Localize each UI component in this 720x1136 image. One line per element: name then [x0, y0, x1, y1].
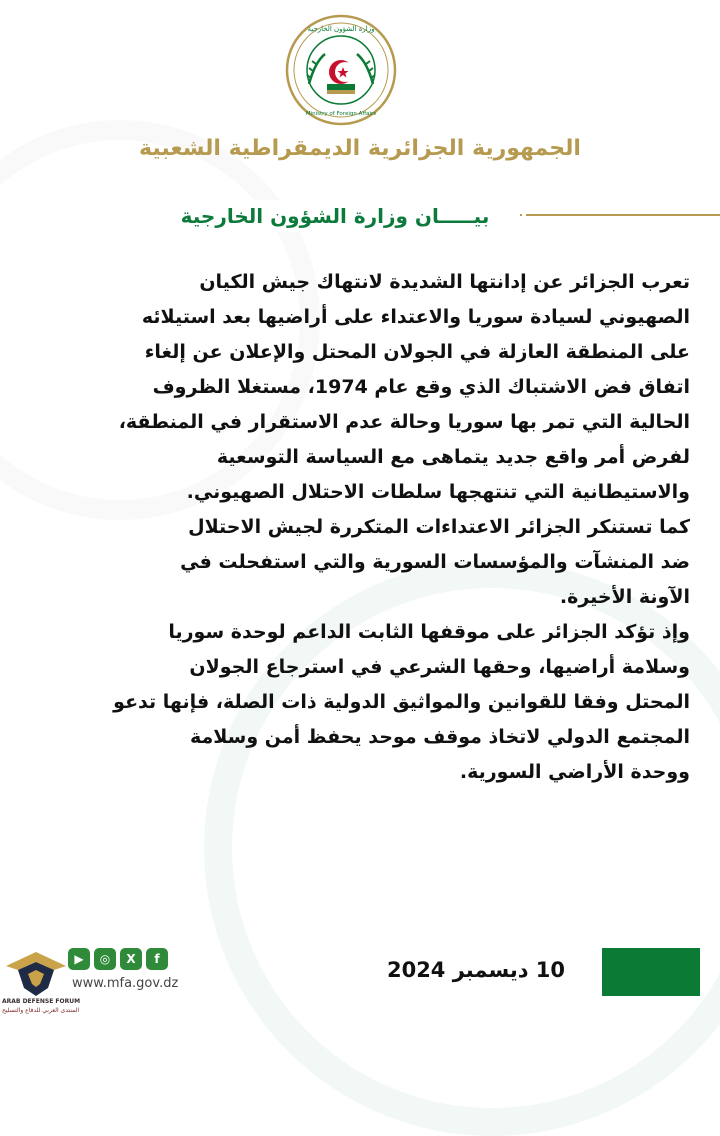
- svg-text:Ministry of Foreign Affairs: Ministry of Foreign Affairs: [305, 111, 377, 117]
- ministry-seal-icon: [285, 14, 397, 126]
- forum-name: ARAB DEFENSE FORUM: [2, 998, 81, 1005]
- body-line: المجتمع الدولي لاتخاذ موقف موحد يحفظ أمن وسلامة: [189, 726, 690, 748]
- forum-name-ar: المنتدى العربي للدفاع والتسليح: [2, 1007, 79, 1014]
- date-banner: [342, 948, 700, 996]
- social-links: [68, 948, 168, 972]
- statement-body: [30, 265, 690, 790]
- statement-date: 10 ديسمبر 2024: [350, 948, 602, 996]
- body-line: ضد المنشآت والمؤسسات السورية والتي استفحلت في: [180, 551, 690, 573]
- body-line: المحتل وفقا للقوانين والمواثيق الدولية ذات الصلة، فإنها تدعو: [113, 691, 690, 713]
- body-line: تعرب الجزائر عن إدانتها الشديدة لانتهاك جيش الكيان: [199, 271, 690, 293]
- body-line: الحالية التي تمر بها سوريا وحالة عدم الاستقرار في المنطقة،: [118, 411, 690, 433]
- x-twitter-icon[interactable]: X: [120, 948, 142, 970]
- body-line: الصهيوني لسيادة سوريا والاعتداء على أراضيها بعد استيلائه: [141, 306, 690, 328]
- body-line: وسلامة أراضيها، وحقها الشرعي في استرجاع الجولان: [189, 656, 690, 678]
- instagram-icon[interactable]: ◎: [94, 948, 116, 970]
- body-line: وإذ تؤكد الجزائر على موقفها الثابت الداعم لوحدة سوريا: [168, 621, 690, 643]
- body-line: الآونة الأخيرة.: [559, 586, 690, 608]
- svg-text:وزارة الشؤون الخارجية: وزارة الشؤون الخارجية: [307, 25, 375, 33]
- body-line: والاستيطانية التي تنتهجها سلطات الاحتلال الصهيوني.: [186, 481, 690, 503]
- body-line: على المنطقة العازلة في الجولان المحتل والإعلان عن إلغاء: [144, 341, 690, 363]
- statement-title: بيـــــان وزارة الشؤون الخارجية: [150, 200, 520, 232]
- youtube-icon[interactable]: ▶: [68, 948, 90, 970]
- statement-header: [150, 200, 720, 232]
- body-line: اتفاق فض الاشتباك الذي وقع عام 1974، مستغلا الظروف: [152, 376, 690, 398]
- website-link[interactable]: www.mfa.gov.dz: [72, 976, 179, 991]
- body-line: ووحدة الأراضي السورية.: [459, 761, 690, 783]
- body-line: كما تستنكر الجزائر الاعتداءات المتكررة لجيش الاحتلال: [188, 516, 690, 538]
- body-line: لفرض أمر واقع جديد يتماهى مع السياسة التوسعية: [216, 446, 690, 468]
- facebook-icon[interactable]: f: [146, 948, 168, 970]
- republic-title: الجمهورية الجزائرية الديمقراطية الشعبية: [139, 136, 581, 161]
